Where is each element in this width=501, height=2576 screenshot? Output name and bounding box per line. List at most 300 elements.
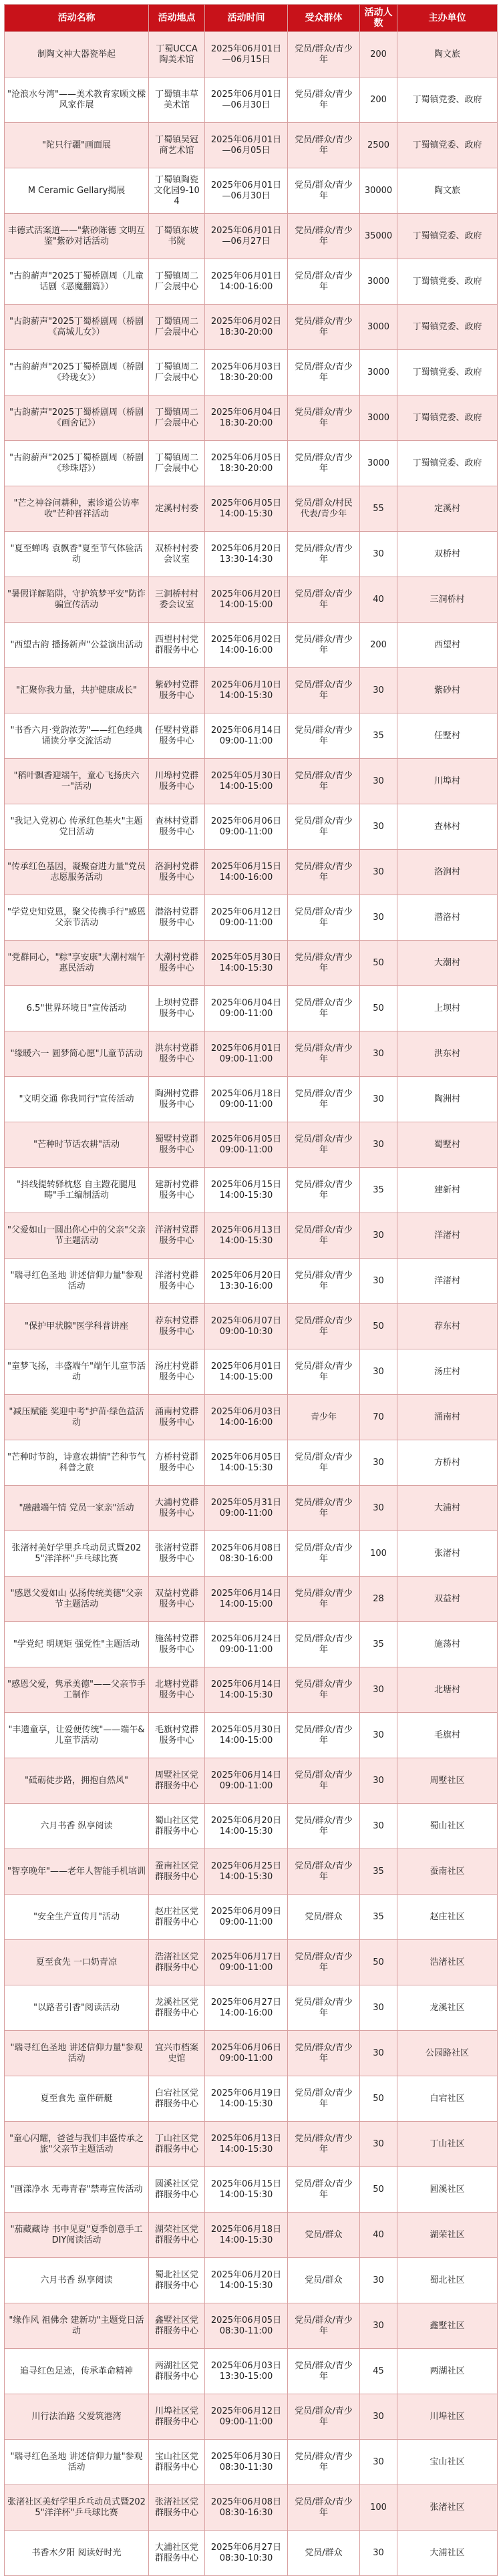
cell-participant-count: 100 [360,2485,397,2531]
cell-audience: 党员/群众 [288,2258,360,2303]
table-row [5,486,498,532]
cell-participant-count: 50 [360,1304,397,1349]
cell-activity-name: 夏至食先 一口奶青凉 [5,1940,149,1985]
cell-activity-time: 2025年06月14日 09:00-11:00 [205,1758,288,1804]
cell-activity-place: 丁蜀镇周二厂会展中心 [149,395,205,441]
cell-participant-count: 30 [360,2440,397,2485]
table-row [5,804,498,850]
header-activity-time: 活动时间 [205,5,288,32]
cell-activity-name: "学党史知党恩，聚父传携手行"感恩父亲节活动 [5,895,149,941]
cell-organizer: 陶文旅 [397,32,498,77]
cell-activity-name: "丰遗童享，让爱便传统"——端午&儿童节活动 [5,1713,149,1758]
cell-activity-time: 2025年06月02日 14:00-16:00 [205,623,288,668]
cell-participant-count: 45 [360,2349,397,2394]
table-row [5,395,498,441]
cell-participant-count: 3000 [360,350,397,395]
cell-audience: 党员/群众/青少年 [288,2485,360,2531]
cell-participant-count: 30 [360,2031,397,2076]
table-row [5,1577,498,1622]
cell-participant-count: 30 [360,1713,397,1758]
cell-activity-time: 2025年05月31日 09:00-11:00 [205,1486,288,1531]
cell-activity-time: 2025年06月20日 14:00-15:30 [205,1804,288,1849]
cell-activity-place: 陶洲村党群服务中心 [149,1077,205,1122]
cell-organizer: 任墅村 [397,713,498,759]
cell-activity-place: 川埠村党群服务中心 [149,759,205,804]
cell-activity-place: 川埠社区党群服务中心 [149,2394,205,2440]
cell-organizer: 张渚村 [397,1531,498,1577]
cell-organizer: 上坝村 [397,986,498,1031]
cell-activity-time: 2025年06月15日 14:00-16:00 [205,850,288,895]
cell-audience: 党员/群众/青少年 [288,713,360,759]
cell-activity-name: 六月书香 纵享阅读 [5,1804,149,1849]
cell-activity-time: 2025年06月24日 09:00-11:00 [205,1622,288,1667]
cell-activity-name: "缘暖六一 圆梦简心愿"儿童节活动 [5,1031,149,1077]
cell-audience: 党员/群众/青少年 [288,2349,360,2394]
header-participant-count: 活动人数 [360,5,397,32]
cell-organizer: 涌南村 [397,1395,498,1440]
cell-organizer: 鑫墅社区 [397,2303,498,2349]
cell-organizer: 洋渚村 [397,1213,498,1259]
cell-audience: 党员/群众/青少年 [288,305,360,350]
cell-activity-place: 汤庄村党群服务中心 [149,1349,205,1395]
cell-activity-place: 丁蜀镇东坡书院 [149,214,205,259]
cell-audience: 党员/群众/青少年 [288,941,360,986]
cell-activity-name: M Ceramic Gellary揭展 [5,168,149,214]
table-row [5,1440,498,1486]
cell-activity-time: 2025年06月20日 14:00-15:30 [205,2258,288,2303]
cell-activity-time: 2025年06月27日 14:00-16:00 [205,1985,288,2031]
cell-participant-count: 50 [360,2167,397,2213]
cell-activity-place: 洋渚村党群服务中心 [149,1259,205,1304]
cell-participant-count: 50 [360,941,397,986]
table-row [5,441,498,486]
cell-activity-place: 丁蜀镇周二厂会展中心 [149,259,205,305]
cell-organizer: 双桥村 [397,532,498,577]
cell-audience: 党员/群众/青少年 [288,804,360,850]
cell-activity-time: 2025年05月30日 14:00-15:00 [205,1713,288,1758]
cell-activity-place: 两湖社区党群服务中心 [149,2349,205,2394]
cell-activity-name: 追寻红色足迹，传承革命精神 [5,2349,149,2394]
cell-audience: 党员/群众/青少年 [288,2440,360,2485]
cell-activity-name: "古韵薪声"2025丁蜀桥剧周（桥剧《珍珠塔》） [5,441,149,486]
table-body [5,32,498,2576]
cell-activity-time: 2025年06月06日 09:00-11:00 [205,804,288,850]
table-row [5,1804,498,1849]
cell-organizer: 陶文旅 [397,168,498,214]
table-row [5,77,498,123]
cell-participant-count: 28 [360,1577,397,1622]
cell-audience: 党员/群众/青少年 [288,623,360,668]
cell-activity-name: "古韵薪声"2025丁蜀桥剧周（桥剧《玲珑女》） [5,350,149,395]
cell-audience: 党员/群众/青少年 [288,577,360,623]
cell-activity-time: 2025年06月03日 14:00-16:00 [205,1395,288,1440]
cell-activity-name: 张渚村美好学里乒乓动员式暨2025"洋洋杯"乒乓球比赛 [5,1531,149,1577]
cell-audience: 党员/群众/青少年 [288,2167,360,2213]
cell-activity-time: 2025年06月01日 —06月30日 [205,168,288,214]
cell-participant-count: 200 [360,32,397,77]
cell-activity-name: "瑞寻红色圣地 讲述信仰力量"参观活动 [5,1259,149,1304]
cell-activity-place: 潜洛村党群服务中心 [149,895,205,941]
cell-organizer: 荐东村 [397,1304,498,1349]
table-row [5,2213,498,2258]
cell-activity-place: 大浦社区党群服务中心 [149,2531,205,2576]
cell-audience: 党员/群众/青少年 [288,2076,360,2122]
cell-activity-name: 六月书香 纵享阅读 [5,2258,149,2303]
cell-audience: 党员/群众/青少年 [288,1486,360,1531]
cell-activity-name: "童心闪耀，爸爸与我们丰盛传承之旅"父亲节主题活动 [5,2122,149,2167]
cell-activity-name: "感恩父爱，隽承美德"——父亲节手工制作 [5,1667,149,1713]
cell-activity-time: 2025年06月09日 09:00-11:00 [205,1895,288,1940]
cell-audience: 党员/群众/青少年 [288,32,360,77]
cell-activity-name: "童梦飞扬，丰盛端午"端午儿童节活动 [5,1349,149,1395]
cell-activity-place: 丁蜀镇周二厂会展中心 [149,305,205,350]
cell-activity-place: 洪东村党群服务中心 [149,1031,205,1077]
cell-activity-time: 2025年06月15日 14:00-15:30 [205,1168,288,1213]
cell-participant-count: 70 [360,1395,397,1440]
cell-activity-name: "茄藏藏诗 书中见夏"夏季创意手工DIY阅读活动 [5,2213,149,2258]
table-row [5,1940,498,1985]
cell-activity-place: 西望村村党群服务中心 [149,623,205,668]
cell-organizer: 宝山社区 [397,2440,498,2485]
cell-activity-time: 2025年06月05日 09:00-11:00 [205,1122,288,1168]
cell-activity-name: 夏至食先 童伴研艇 [5,2076,149,2122]
table-row [5,1213,498,1259]
header-organizer: 主办单位 [397,5,498,32]
cell-activity-time: 2025年06月01日 —06月15日 [205,32,288,77]
cell-participant-count: 55 [360,486,397,532]
cell-audience: 党员/群众/青少年 [288,1077,360,1122]
table-row [5,713,498,759]
cell-participant-count: 30 [360,2394,397,2440]
cell-audience: 党员/群众/青少年 [288,77,360,123]
cell-participant-count: 30 [360,2531,397,2576]
cell-participant-count: 30 [360,1985,397,2031]
header-activity-place: 活动地点 [149,5,205,32]
table-row [5,1895,498,1940]
cell-organizer: 白宕社区 [397,2076,498,2122]
cell-audience: 党员/群众/青少年 [288,1758,360,1804]
cell-activity-name: "砥砺徒步路，拥抱自然风" [5,1758,149,1804]
cell-activity-place: 双桥村村委会议室 [149,532,205,577]
cell-participant-count: 30 [360,2303,397,2349]
cell-organizer: 龙溪社区 [397,1985,498,2031]
cell-activity-time: 2025年06月01日 —06月30日 [205,77,288,123]
cell-activity-name: "西望古韵 播扬新声"公益演出活动 [5,623,149,668]
table-row [5,1667,498,1713]
table-row [5,668,498,713]
cell-participant-count: 30 [360,2258,397,2303]
table-row [5,1713,498,1758]
cell-activity-place: 赵庄社区党群服务中心 [149,1895,205,1940]
cell-activity-time: 2025年06月20日 14:00-15:00 [205,577,288,623]
cell-activity-place: 宜兴市档案史馆 [149,2031,205,2076]
cell-activity-name: "以路者引香"阅读活动 [5,1985,149,2031]
header-activity-name: 活动名称 [5,5,149,32]
cell-activity-name: "汇聚你我力量，共护健康成长" [5,668,149,713]
cell-activity-place: 北塘村党群服务中心 [149,1667,205,1713]
cell-activity-name: "古韵薪声"2025丁蜀桥剧周（儿童话剧《恶魔翻篇》） [5,259,149,305]
cell-organizer: 定溪村 [397,486,498,532]
activity-table [4,4,498,2576]
table-row [5,2167,498,2213]
cell-activity-name: "缘作风 祖佛余 建新功"主题党日活动 [5,2303,149,2349]
table-row [5,1168,498,1213]
cell-audience: 党员/群众/青少年 [288,1985,360,2031]
table-row [5,2303,498,2349]
cell-organizer: 洋渚村 [397,1259,498,1304]
cell-activity-time: 2025年06月01日 14:00-16:00 [205,259,288,305]
table-row [5,2076,498,2122]
cell-activity-time: 2025年05月30日 14:00-15:30 [205,941,288,986]
cell-activity-time: 2025年06月01日 14:00-15:00 [205,1349,288,1395]
cell-organizer: 大浦村 [397,1486,498,1531]
cell-activity-time: 2025年06月05日 14:00-15:30 [205,486,288,532]
cell-activity-place: 蜀墅村党群服务中心 [149,1122,205,1168]
cell-activity-name: 6.5"世界环境日"宣传活动 [5,986,149,1031]
cell-activity-time: 2025年06月05日 18:30-20:00 [205,441,288,486]
cell-participant-count: 200 [360,623,397,668]
cell-activity-place: 双益村党群服务中心 [149,1577,205,1622]
cell-audience: 党员/群众/青少年 [288,759,360,804]
cell-participant-count: 30 [360,759,397,804]
cell-activity-name: "文明交通 你我同行"宣传活动 [5,1077,149,1122]
cell-organizer: 丁蜀镇党委、政府 [397,123,498,168]
cell-organizer: 周墅社区 [397,1758,498,1804]
cell-organizer: 丁蜀镇党委、政府 [397,214,498,259]
cell-audience: 党员/群众/青少年 [288,2394,360,2440]
cell-participant-count: 30 [360,1031,397,1077]
cell-activity-name: "画漾净水 无毒青春"禁毒宣传活动 [5,2167,149,2213]
cell-audience: 党员/群众/青少年 [288,532,360,577]
cell-participant-count: 30000 [360,168,397,214]
cell-activity-name: "抖线提转驿枕悠 自主蹬花腿甩畴"手工编制活动 [5,1168,149,1213]
cell-activity-name: "稻叶飘香迎端午，童心飞扬庆六一"活动 [5,759,149,804]
cell-activity-place: 荐东村党群服务中心 [149,1304,205,1349]
cell-activity-name: "智享晚年"——老年人智能手机培训 [5,1849,149,1895]
cell-activity-place: 龙溪社区党群服务中心 [149,1985,205,2031]
cell-activity-name: "芒种时节话农耕"活动 [5,1122,149,1168]
table-row [5,1849,498,1895]
cell-participant-count: 2500 [360,123,397,168]
cell-activity-name: "瑞寻红色圣地 讲述信仰力量"参观活动 [5,2440,149,2485]
table-row [5,1349,498,1395]
cell-organizer: 张渚社区 [397,2485,498,2531]
cell-participant-count: 30 [360,1667,397,1713]
cell-audience: 党员/群众/青少年 [288,2122,360,2167]
cell-organizer: 双益村 [397,1577,498,1622]
cell-audience: 党员/群众/青少年 [288,1849,360,1895]
cell-organizer: 公园路社区 [397,2031,498,2076]
table-header [5,5,498,32]
table-row [5,759,498,804]
cell-participant-count: 3000 [360,305,397,350]
cell-activity-name: "党群同心，"粽"享安康"大潮村端午惠民活动 [5,941,149,986]
table-row [5,1122,498,1168]
cell-activity-name: 张渚社区美好学里乒乓动员式暨2025"洋洋杯"乒乓球比赛 [5,2485,149,2531]
cell-activity-time: 2025年06月15日 14:00-15:30 [205,2167,288,2213]
table-row [5,2485,498,2531]
cell-activity-name: "我记入党初心 传承红色基火"主题党日活动 [5,804,149,850]
table-row [5,986,498,1031]
table-row [5,1395,498,1440]
cell-audience: 党员/群众/青少年 [288,2031,360,2076]
cell-activity-time: 2025年06月05日 08:30-11:00 [205,2303,288,2349]
cell-activity-place: 洋渚村党群服务中心 [149,1213,205,1259]
cell-organizer: 湖荣社区 [397,2213,498,2258]
cell-organizer: 圆溪社区 [397,2167,498,2213]
cell-organizer: 丁蜀镇党委、政府 [397,305,498,350]
cell-participant-count: 3000 [360,395,397,441]
cell-activity-time: 2025年06月12日 09:00-11:00 [205,2394,288,2440]
cell-participant-count: 30 [360,804,397,850]
cell-organizer: 赵庄社区 [397,1895,498,1940]
cell-activity-name: "传承红色基因，凝聚奋进力量"党员志愿服务活动 [5,850,149,895]
cell-activity-name: "父爱如山一圆出你心中的父亲"父亲节主题活动 [5,1213,149,1259]
table-row [5,895,498,941]
cell-audience: 党员/群众/青少年 [288,2303,360,2349]
cell-activity-place: 大潮村党群服务中心 [149,941,205,986]
cell-activity-place: 大浦村党群服务中心 [149,1486,205,1531]
cell-activity-place: 毛旗村党群服务中心 [149,1713,205,1758]
cell-activity-name: "芒之神谷问耕种，素诊道公访率收"芒种晋祥活动 [5,486,149,532]
cell-organizer: 丁山社区 [397,2122,498,2167]
cell-activity-time: 2025年05月30日 14:00-15:00 [205,759,288,804]
cell-activity-place: 丁蜀镇丰草美术馆 [149,77,205,123]
cell-activity-name: 川行法治路 父爱筑港湾 [5,2394,149,2440]
cell-organizer: 西望村 [397,623,498,668]
cell-participant-count: 35 [360,1849,397,1895]
cell-organizer: 浩渚社区 [397,1940,498,1985]
table-row [5,2394,498,2440]
cell-organizer: 蜀北社区 [397,2258,498,2303]
cell-organizer: 丁蜀镇党委、政府 [397,77,498,123]
cell-participant-count: 100 [360,1531,397,1577]
cell-activity-time: 2025年06月12日 09:00-11:00 [205,895,288,941]
header-row [5,5,498,32]
cell-organizer: 丁蜀镇党委、政府 [397,259,498,305]
cell-participant-count: 50 [360,2076,397,2122]
cell-audience: 党员/群众/青少年 [288,1713,360,1758]
cell-participant-count: 30 [360,532,397,577]
table-row [5,2122,498,2167]
cell-activity-time: 2025年06月18日 14:00-15:30 [205,2213,288,2258]
cell-organizer: 查林村 [397,804,498,850]
cell-audience: 党员/群众 [288,1895,360,1940]
cell-activity-time: 2025年06月01日 —06月05日 [205,123,288,168]
cell-activity-place: 施荡村党群服务中心 [149,1622,205,1667]
header-audience: 受众群体 [288,5,360,32]
cell-activity-place: 张渚社区党群服务中心 [149,2485,205,2531]
cell-audience: 青少年 [288,1395,360,1440]
cell-audience: 党员/群众/青少年 [288,850,360,895]
cell-activity-name: "感恩父爱如山 弘扬传统美德"父亲节主题活动 [5,1577,149,1622]
cell-activity-place: 方桥村党群服务中心 [149,1440,205,1486]
table-row [5,941,498,986]
cell-activity-name: "陀只行疆"画面展 [5,123,149,168]
table-row [5,1622,498,1667]
cell-activity-name: 制陶文神大器瓷举起 [5,32,149,77]
table-row [5,532,498,577]
table-row [5,2440,498,2485]
cell-organizer: 建新村 [397,1168,498,1213]
cell-organizer: 川埠村 [397,759,498,804]
cell-activity-place: 圆溪社区党群服务中心 [149,2167,205,2213]
cell-activity-place: 建新村党群服务中心 [149,1168,205,1213]
cell-audience: 党员/群众/青少年 [288,895,360,941]
cell-activity-name: "学党纪 明规矩 强党性"主题活动 [5,1622,149,1667]
cell-organizer: 三洞桥村 [397,577,498,623]
cell-activity-place: 丁蜀镇周二厂会展中心 [149,350,205,395]
cell-audience: 党员/群众 [288,2213,360,2258]
cell-activity-time: 2025年06月14日 14:00-15:30 [205,1667,288,1713]
table-row [5,1031,498,1077]
table-row [5,2349,498,2394]
cell-participant-count: 30 [360,850,397,895]
cell-participant-count: 35 [360,1622,397,1667]
cell-activity-place: 查林村党群服务中心 [149,804,205,850]
cell-organizer: 汤庄村 [397,1349,498,1395]
cell-activity-place: 任墅村党群服务中心 [149,713,205,759]
table-row [5,1486,498,1531]
cell-activity-time: 2025年06月02日 18:30-20:00 [205,305,288,350]
cell-activity-time: 2025年06月30日 08:30-11:30 [205,2440,288,2485]
cell-organizer: 紫砂村 [397,668,498,713]
table-row [5,1259,498,1304]
cell-audience: 党员/群众/青少年 [288,168,360,214]
cell-organizer: 洛涧村 [397,850,498,895]
table-row [5,32,498,77]
table-row [5,2531,498,2576]
cell-activity-time: 2025年06月03日 13:30-15:00 [205,2349,288,2394]
cell-activity-place: 洛涧村党群服务中心 [149,850,205,895]
cell-organizer: 毛旗村 [397,1713,498,1758]
cell-participant-count: 30 [360,1440,397,1486]
cell-audience: 党员/群众/青少年 [288,1122,360,1168]
cell-participant-count: 40 [360,2213,397,2258]
cell-activity-name: "融融端午情 党员一家亲"活动 [5,1486,149,1531]
cell-participant-count: 30 [360,1349,397,1395]
cell-participant-count: 30 [360,1077,397,1122]
cell-participant-count: 30 [360,1804,397,1849]
cell-activity-time: 2025年06月27日 08:30-10:30 [205,2531,288,2576]
cell-organizer: 蜀山社区 [397,1804,498,1849]
cell-activity-name: "芒种时节韵，诗意农耕情"芒种节气科普之旅 [5,1440,149,1486]
table-row [5,350,498,395]
cell-activity-place: 张渚村党群服务中心 [149,1531,205,1577]
cell-activity-time: 2025年06月06日 09:00-11:00 [205,2031,288,2076]
cell-activity-time: 2025年06月04日 18:30-20:00 [205,395,288,441]
cell-audience: 党员/群众/青少年 [288,1304,360,1349]
cell-activity-name: "书香六月·党韵浓芳"——红色经典诵读分享交流活动 [5,713,149,759]
cell-activity-place: 涌南村党群服务中心 [149,1395,205,1440]
cell-activity-place: 三洞桥村村委会议室 [149,577,205,623]
table-row [5,214,498,259]
cell-participant-count: 35 [360,1168,397,1213]
cell-activity-time: 2025年06月01日 —06月27日 [205,214,288,259]
cell-activity-time: 2025年06月14日 14:00-15:00 [205,1577,288,1622]
cell-activity-time: 2025年06月18日 09:00-11:00 [205,1077,288,1122]
cell-activity-time: 2025年06月13日 14:00-15:30 [205,2122,288,2167]
cell-activity-name: "暑假详解陷阱，守护筑梦平安"防诈骗宣传活动 [5,577,149,623]
cell-organizer: 川埠社区 [397,2394,498,2440]
cell-activity-place: 丁蜀镇吴冠商艺术馆 [149,123,205,168]
cell-participant-count: 30 [360,1259,397,1304]
cell-audience: 党员/群众 [288,2531,360,2576]
cell-participant-count: 30 [360,1758,397,1804]
table-row [5,623,498,668]
cell-organizer: 潜洛村 [397,895,498,941]
cell-participant-count: 35000 [360,214,397,259]
